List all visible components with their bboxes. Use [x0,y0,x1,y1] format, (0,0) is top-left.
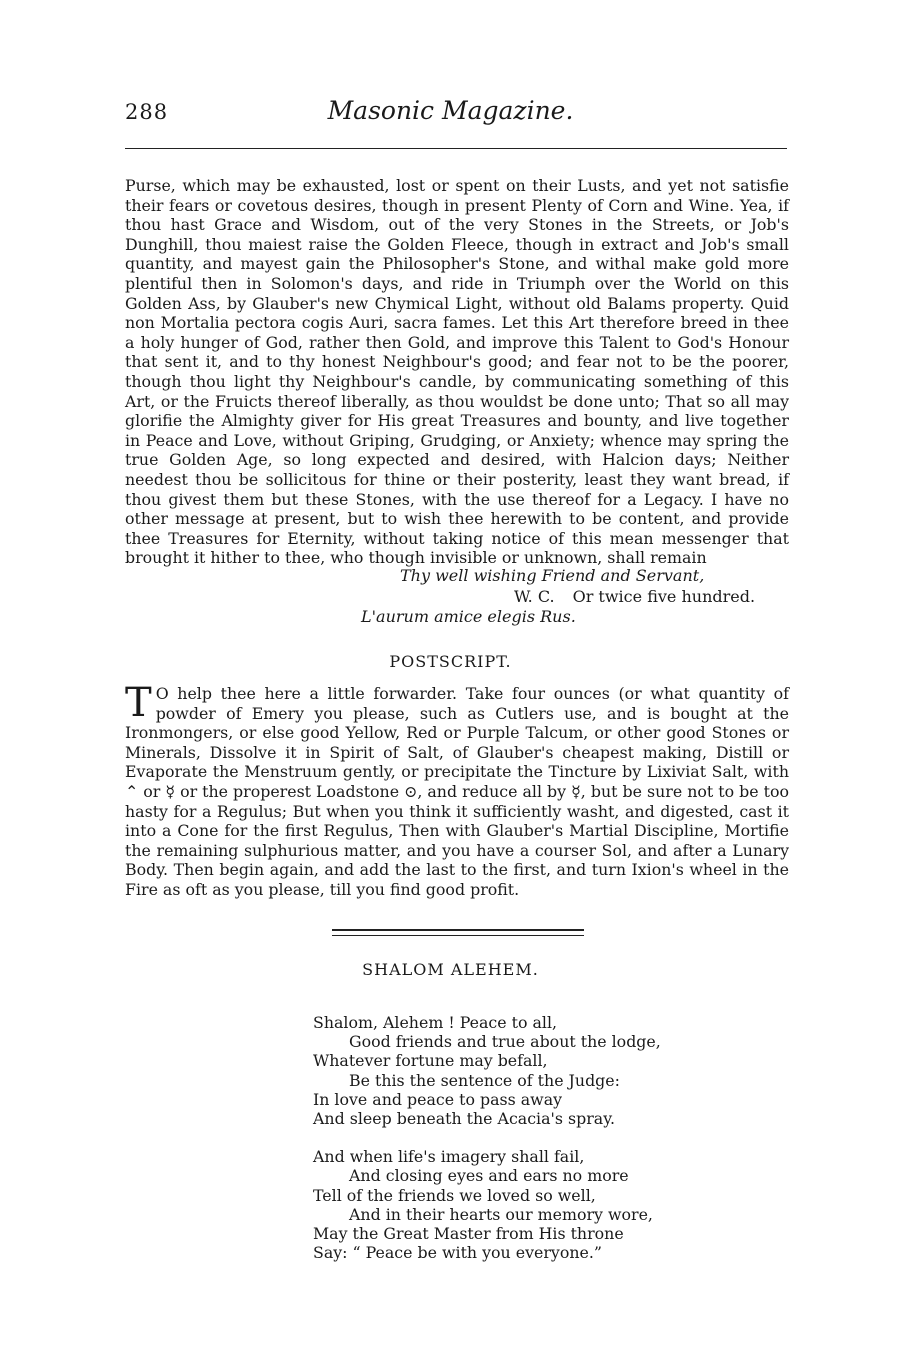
poem-line: In love and peace to pass away [313,1089,563,1109]
section-separator-thin [332,935,584,936]
poem-line: And in their hearts our memory wore, [349,1204,653,1224]
letter-paragraph: Purse, which may be exhausted, lost or spent on their Lusts, and yet not satisfie their fears or covetous desires, though in present Plenty of Corn and Wine. Yea, if thou hast Grace and Wisdom, out of the very Stones in the Streets, or Job's Dunghill, thou maiest raise the Golden Fleece, though in extract and Job's small quantity, and mayest gain the Philosopher's Stone, and withal make gold more plentiful then in Solomon's days, and ride in Triumph over the World on this Golden Ass, by Glauber's new Chymical Light, without old Balams property. Quid non Mortalia pectora cogis Auri, sacra fames. Let this Art therefore breed in thee a holy hunger of God, rather then Gold, and improve this Talent to God's Honour that sent it, and to thy honest Neighbour's good; and fear not to be the poorer, though thou light thy Neighbour's candle, by communicating something of this Art, or the Fruicts thereof liberally, as thou wouldst be done unto; That so all may glorifie the Almighty giver for His great Treasures and bounty, and live together in Peace and Love, without Griping, Grudging, or Anxiety; whence may spring the true Golden Age, so long expected and desired, with Halcion days; Neither needest thou be sollicitous for thine or their posterity, least they want bread, if thou givest them but these Stones, with the use thereof for a Legacy. I have no other message at present, but to wish thee herewith to be content, and provide thee Treasures for Eternity, without taking notice of this mean messenger that brought it hither to thee, who though invisible or unknown, shall remain [125,176,789,568]
postscript-title: POSTSCRIPT. [389,652,512,671]
poem-line: Shalom, Alehem ! Peace to all, [313,1013,558,1032]
poem-line: Tell of the friends we loved so well, [313,1185,596,1205]
drop-cap: T [125,680,152,726]
letter-body [125,176,789,568]
postscript-text: O help thee here a little forwarder. Take four ounces (or what quantity of powder of Emery you please, such as Cutlers use, and is bought at the Ironmongers, or else good Yellow, Red or Purple Talcum, or other good Stones or Minerals, Dissolve it in Spirit of Salt, of Glauber's cheapest making, Distill or Evaporate the Menstruum gently, or precipitate the Tincture by Lixiviat Salt, with ⌃ or ☿ or the properest Loadstone ⊙, and reduce all by ☿, but be sure not to be too hasty for a Regulus; But when you think it sufficiently washt, and digested, cast it into a Cone for the first Regulus, Then with Glauber's Martial Discipline, Mortifie the remaining sulphurious matter, and you have a courser Sol, and after a Lunary Body. Then begin again, and add the last to the first, and turn Ixion's wheel in the Fire as oft as you please, till you find good profit. [125,684,789,899]
poem-line: And sleep beneath the Acacia's spray. [313,1109,616,1129]
poem-title: SHALOM ALEHEM. [362,960,539,979]
signature-initials: W. C. [514,587,555,606]
section-separator-thick [332,929,584,931]
header-rule [125,148,787,149]
page-number: 288 [125,100,169,124]
signature-initials-line [514,587,755,606]
poem-line: Good friends and true about the lodge, [349,1032,661,1052]
poem-line: Be this the sentence of the Judge: [349,1070,620,1090]
stanza-break [313,1128,661,1147]
poem-line: Whatever fortune may befall, [313,1051,548,1071]
running-title: Masonic Magazine. [327,96,574,125]
poem-line: And closing eyes and ears no more [349,1166,629,1186]
postscript-body [125,680,789,900]
signature-note: Or twice five hundred. [572,587,756,606]
signature-motto: L'aurum amice elegis Rus. [361,607,576,626]
poem [313,1013,661,1262]
signature-line: Thy well wishing Friend and Servant, [400,566,705,585]
poem-line: Say: “ Peace be with you everyone.” [313,1243,602,1263]
poem-line: And when life's imagery shall fail, [313,1147,585,1167]
poem-line: May the Great Master from His throne [313,1224,624,1244]
